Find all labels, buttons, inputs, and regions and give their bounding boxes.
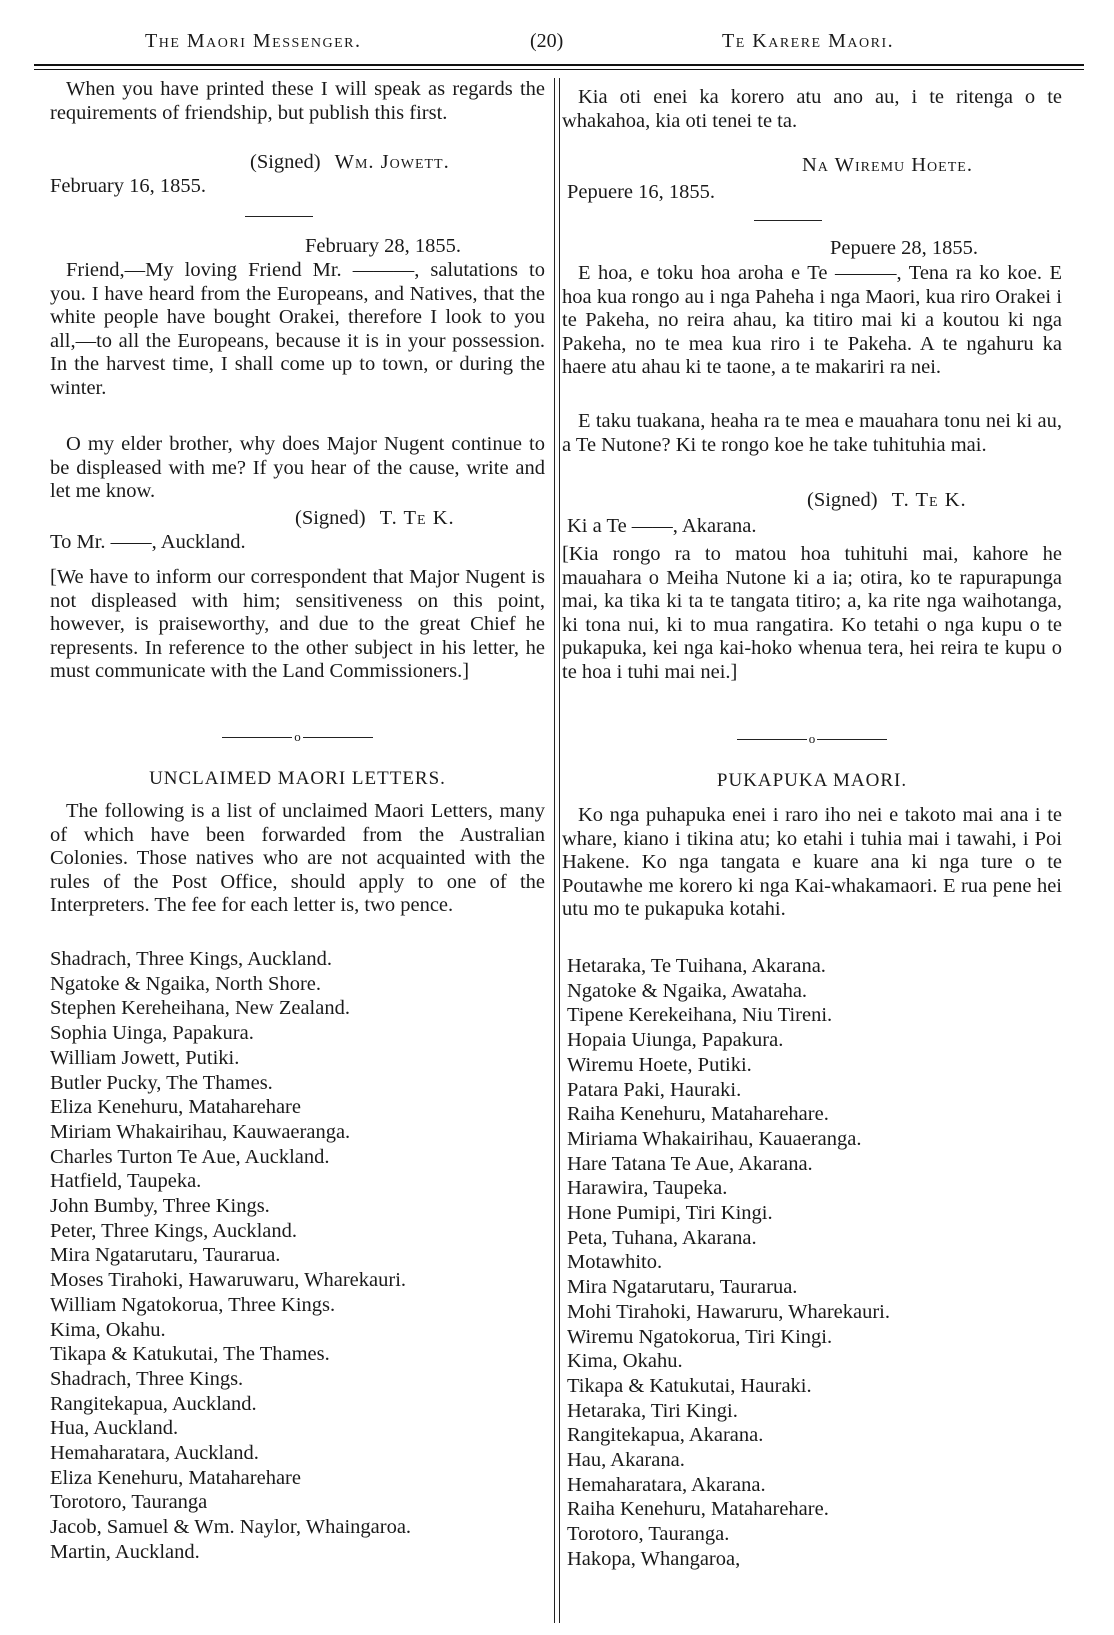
list-item: Kima, Okahu. (50, 1318, 166, 1341)
list-item: Hemaharatara, Auckland. (50, 1442, 259, 1465)
letter-date: Pepuere 16, 1855. (567, 181, 716, 203)
letter-recipient: To Mr. ——, Auckland. (50, 531, 246, 553)
list-item: Eliza Kenehuru, Mataharehare (50, 1096, 301, 1119)
list-item: Miriama Whakairihau, Kauaeranga. (567, 1127, 862, 1150)
list-item: Tikapa & Katukutai, The Thames. (50, 1343, 330, 1366)
letter-date: February 16, 1855. (50, 175, 207, 197)
list-item: Patara Paki, Hauraki. (567, 1078, 742, 1101)
maori-letters-list (567, 954, 890, 1572)
list-item: Raiha Kenehuru, Mataharehare. (567, 1103, 829, 1126)
list-item: Hemaharatara, Akarana. (567, 1473, 766, 1496)
opening-paragraph: When you have printed these I will speak as regards the requirements of friendship, but publish this first. (50, 78, 545, 124)
list-item: Hau, Akarana. (567, 1449, 685, 1472)
list-item: Rangitekapua, Akarana. (567, 1424, 764, 1447)
list-item: Peta, Tuhana, Akarana. (567, 1226, 757, 1249)
list-item: William Ngatokorua, Three Kings. (50, 1293, 336, 1316)
separator-rule (754, 220, 822, 221)
list-item: Raiha Kenehuru, Mataharehare. (567, 1498, 829, 1521)
list-item: Mohi Tirahoki, Hawaruru, Wharekauri. (567, 1300, 891, 1323)
signature-line (295, 506, 455, 530)
list-item: Hetaraka, Te Tuihana, Akarana. (567, 955, 826, 977)
editor-note: [We have to inform our correspondent that Major Nugent is not displeased with him; sensitiveness on this point, however, is praiseworthy, and due to the great Chief he represents. In reference to the other subject in his letter, he must communicate with the Land Commissioners.] (50, 566, 545, 682)
list-item: Shadrach, Three Kings. (50, 1367, 244, 1390)
list-item: Tipene Kerekeihana, Niu Tireni. (567, 1004, 833, 1027)
signature-name: T. Te K. (379, 507, 455, 529)
page-header (30, 26, 1084, 66)
list-item: Mira Ngatarutaru, Taurarua. (50, 1244, 281, 1267)
signed-label: (Signed) (250, 151, 321, 173)
header-english-title: The Maori Messenger. (145, 30, 362, 52)
list-item: Eliza Kenehuru, Mataharehare (50, 1466, 301, 1489)
signature-name: Wm. Jowett. (334, 151, 450, 173)
list-item: Ngatoke & Ngaika, North Shore. (50, 972, 321, 995)
header-rule (34, 64, 1084, 66)
list-item: Rangitekapua, Auckland. (50, 1392, 257, 1415)
letter-paragraph: E taku tuakana, heaha ra te mea e mauahara tonu nei ki au, a Te Nutone? Ki te rongo koe he take tuhituhia mai. (562, 410, 1062, 456)
column-divider (554, 78, 560, 1623)
list-item: Butler Pucky, The Thames. (50, 1071, 273, 1094)
list-item: William Jowett, Putiki. (50, 1046, 240, 1069)
letter-paragraph: E hoa, e toku hoa aroha e Te ———, Tena ra ko koe. E hoa kua rongo au i nga Paheha i nga Maori, kua riro Orakei i te Pakeha, no reira ahau, ka titiro mai ki a koutou ki nga Pakeha, no te mea kua riro i te Pakeha. A te ngahuru ka haere atu ahau ki te taone, a te makariri ra nei. (562, 262, 1062, 378)
list-item: Peter, Three Kings, Auckland. (50, 1219, 298, 1242)
list-item: Martin, Auckland. (50, 1540, 200, 1563)
list-item: Wiremu Ngatokorua, Tiri Kingi. (567, 1325, 833, 1348)
list-item: Ngatoke & Ngaika, Awataha. (567, 979, 808, 1002)
list-item: Harawira, Taupeka. (567, 1177, 728, 1200)
header-rule-thin (34, 69, 1084, 70)
section-ornament: o (50, 729, 545, 745)
letter-paragraph: O my elder brother, why does Major Nugent continue to be displeased with me? If you hear of the cause, write and let me know. (50, 433, 545, 502)
letter-date: Pepuere 28, 1855. (830, 237, 979, 259)
list-item: Hua, Auckland. (50, 1417, 179, 1440)
unclaimed-letters-list (50, 947, 411, 1565)
header-maori-title: Te Karere Maori. (722, 30, 895, 52)
list-item: Sophia Uinga, Papakura. (50, 1022, 254, 1045)
letter-paragraph: Friend,—My loving Friend Mr. ———, salutations to you. I have heard from the Europeans, and Natives, that the white people have bought Orakei, therefore I look to you all,—to all the Europeans, because it is in your possession. In the harvest time, I shall come up to town, or during the winter. (50, 259, 545, 399)
letter-recipient: Ki a Te ——, Akarana. (567, 515, 757, 537)
list-item: Stephen Kereheihana, New Zealand. (50, 997, 350, 1020)
list-item: Hare Tatana Te Aue, Akarana. (567, 1152, 813, 1175)
signed-label: (Signed) (295, 507, 366, 529)
list-item: Hopaia Uiunga, Papakura. (567, 1029, 784, 1052)
list-item: Miriam Whakairihau, Kauwaeranga. (50, 1120, 351, 1143)
section-ornament: o (562, 731, 1062, 747)
list-item: John Bumby, Three Kings. (50, 1195, 270, 1218)
section-intro: The following is a list of unclaimed Maori Letters, many of which have been forwarded from the Australian Colonies. Those natives who are not acquainted with the rules of the Post Office, should apply to one of the Interpreters. The fee for each letter is, two pence. (50, 800, 545, 916)
list-item: Kima, Okahu. (567, 1350, 683, 1373)
signature-line (250, 150, 450, 174)
section-intro: Ko nga puhapuka enei i raro iho nei e takoto mai ana i te whare, kiano i tikina atu; ko etahi i tuhia mai i tawahi, i Poi Hakene. Ko nga tangata e kuare ana ki nga ture o te Poutawhe me korero ki nga Kai-whakamaori. E rua pene hei utu mo te pukapuka kotahi. (562, 804, 1062, 920)
editor-note: [Kia rongo ra to matou hoa tuhituhi mai, kahore he mauahara o Meiha Nutone ki a ia; otira, ko te rapurapunga mai, ka tika ki ta te tangata titiro; a, ka rite nga waihotanga, ki tona nui, ki to mua rangatira. Ko tetahi o nga kupu o te pukapuka, kei nga kai-hoko whenua tera, hei reira te kupu o te hoa i tuhi mai nei.] (562, 543, 1062, 683)
list-item: Hatfield, Taupeka. (50, 1170, 202, 1193)
section-title: UNCLAIMED MAORI LETTERS. (149, 768, 446, 789)
signature-name: T. Te K. (891, 489, 967, 511)
list-item: Torotoro, Tauranga. (567, 1523, 730, 1546)
separator-rule (245, 216, 313, 217)
letter-date: February 28, 1855. (305, 235, 462, 257)
signed-label: (Signed) (807, 489, 878, 511)
list-item: Charles Turton Te Aue, Auckland. (50, 1145, 330, 1168)
page-number: (20) (530, 30, 564, 52)
list-item: Hetaraka, Tiri Kingi. (567, 1399, 738, 1422)
list-item: Hone Pumipi, Tiri Kingi. (567, 1202, 773, 1225)
list-item: Hakopa, Whangaroa, (567, 1547, 741, 1570)
list-item: Moses Tirahoki, Hawaruwaru, Wharekauri. (50, 1269, 407, 1292)
list-item: Motawhito. (567, 1251, 663, 1274)
list-item: Mira Ngatarutaru, Taurarua. (567, 1276, 798, 1299)
list-item: Shadrach, Three Kings, Auckland. (50, 948, 332, 970)
signature-name: Na Wiremu Hoete. (802, 154, 973, 176)
list-item: Torotoro, Tauranga (50, 1491, 208, 1514)
list-item: Wiremu Hoete, Putiki. (567, 1053, 752, 1076)
section-title: PUKAPUKA MAORI. (716, 770, 908, 791)
opening-paragraph: Kia oti enei ka korero atu ano au, i te ritenga o te whakahoa, kia oti tenei te ta. (562, 86, 1062, 132)
signature-line (807, 488, 967, 512)
list-item: Tikapa & Katukutai, Hauraki. (567, 1374, 812, 1397)
list-item: Jacob, Samuel & Wm. Naylor, Whaingaroa. (50, 1516, 412, 1539)
